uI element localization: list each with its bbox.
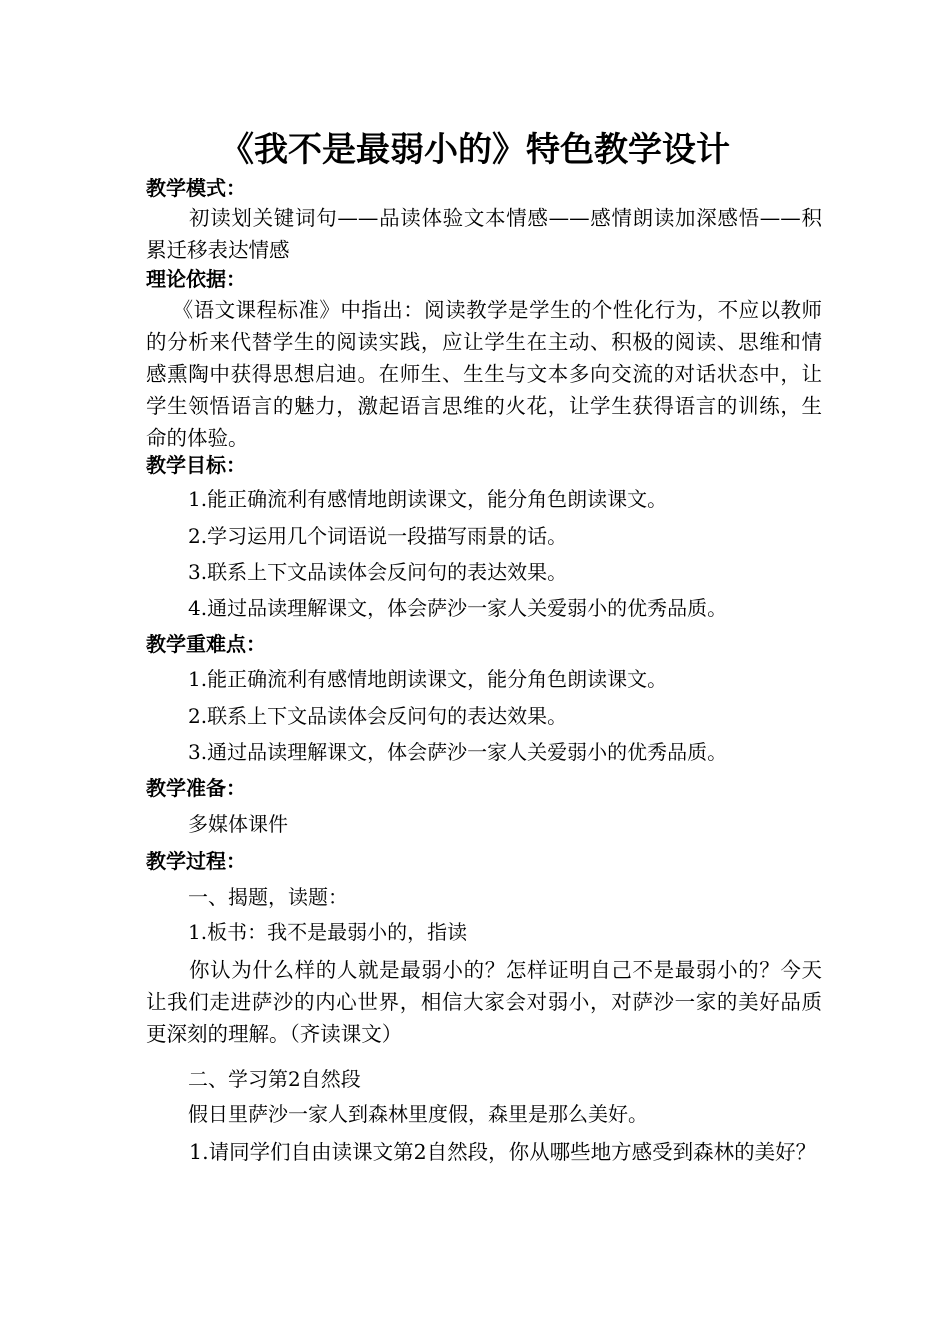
heading-teaching-mode: 教学模式： bbox=[146, 176, 246, 200]
goal-item: 3.联系上下文品读体会反问句的表达效果。 bbox=[188, 560, 568, 584]
heading-teaching-process: 教学过程： bbox=[146, 849, 246, 873]
key-point-item: 2.联系上下文品读体会反问句的表达效果。 bbox=[188, 704, 568, 728]
process-step2-title: 二、学习第2自然段 bbox=[188, 1067, 361, 1091]
process-step2-item: 1.请同学们自由读课文第2自然段，你从哪些地方感受到森林的美好？ bbox=[189, 1140, 817, 1164]
goal-item: 4.通过品读理解课文，体会萨沙一家人关爱弱小的优秀品质。 bbox=[188, 596, 728, 620]
preparation-text: 多媒体课件 bbox=[188, 812, 288, 836]
theory-basis-text: 《语文课程标准》中指出：阅读教学是学生的个性化行为，不应以教师的分析来代替学生的阅读实践，应让学生在主动、积极的阅读、思维和情感熏陶中获得思想启迪。在师生、生生与文本多向交流的对话状态中，让学生领悟语言的魅力，激起语言思维的火花，让学生获得语言的训练，生命的体验。 bbox=[146, 298, 822, 450]
heading-preparation: 教学准备： bbox=[146, 776, 246, 800]
process-step1-title: 一、揭题，读题： bbox=[188, 885, 348, 909]
goal-item: 1.能正确流利有感情地朗读课文，能分角色朗读课文。 bbox=[188, 487, 668, 511]
heading-theory-basis: 理论依据： bbox=[146, 267, 246, 291]
document-title: 《我不是最弱小的》特色教学设计 bbox=[220, 130, 730, 170]
process-step2-intro: 假日里萨沙一家人到森林里度假，森里是那么美好。 bbox=[188, 1102, 648, 1126]
process-step1-item: 1.板书：我不是最弱小的，指读 bbox=[188, 920, 468, 944]
heading-teaching-goals: 教学目标： bbox=[146, 453, 246, 477]
goal-item: 2.学习运用几个词语说一段描写雨景的话。 bbox=[188, 524, 568, 548]
key-point-item: 1.能正确流利有感情地朗读课文，能分角色朗读课文。 bbox=[188, 667, 668, 691]
heading-key-points: 教学重难点： bbox=[146, 632, 266, 656]
teaching-mode-text: 初读划关键词句——品读体验文本情感——感情朗读加深感悟——积累迁移表达情感 bbox=[146, 206, 822, 262]
key-point-item: 3.通过品读理解课文，体会萨沙一家人关爱弱小的优秀品质。 bbox=[188, 740, 728, 764]
process-step1-paragraph: 你认为什么样的人就是最弱小的？怎样证明自己不是最弱小的？今天让我们走进萨沙的内心世界，相信大家会对弱小，对萨沙一家的美好品质更深刻的理解。（齐读课文） bbox=[146, 958, 822, 1046]
